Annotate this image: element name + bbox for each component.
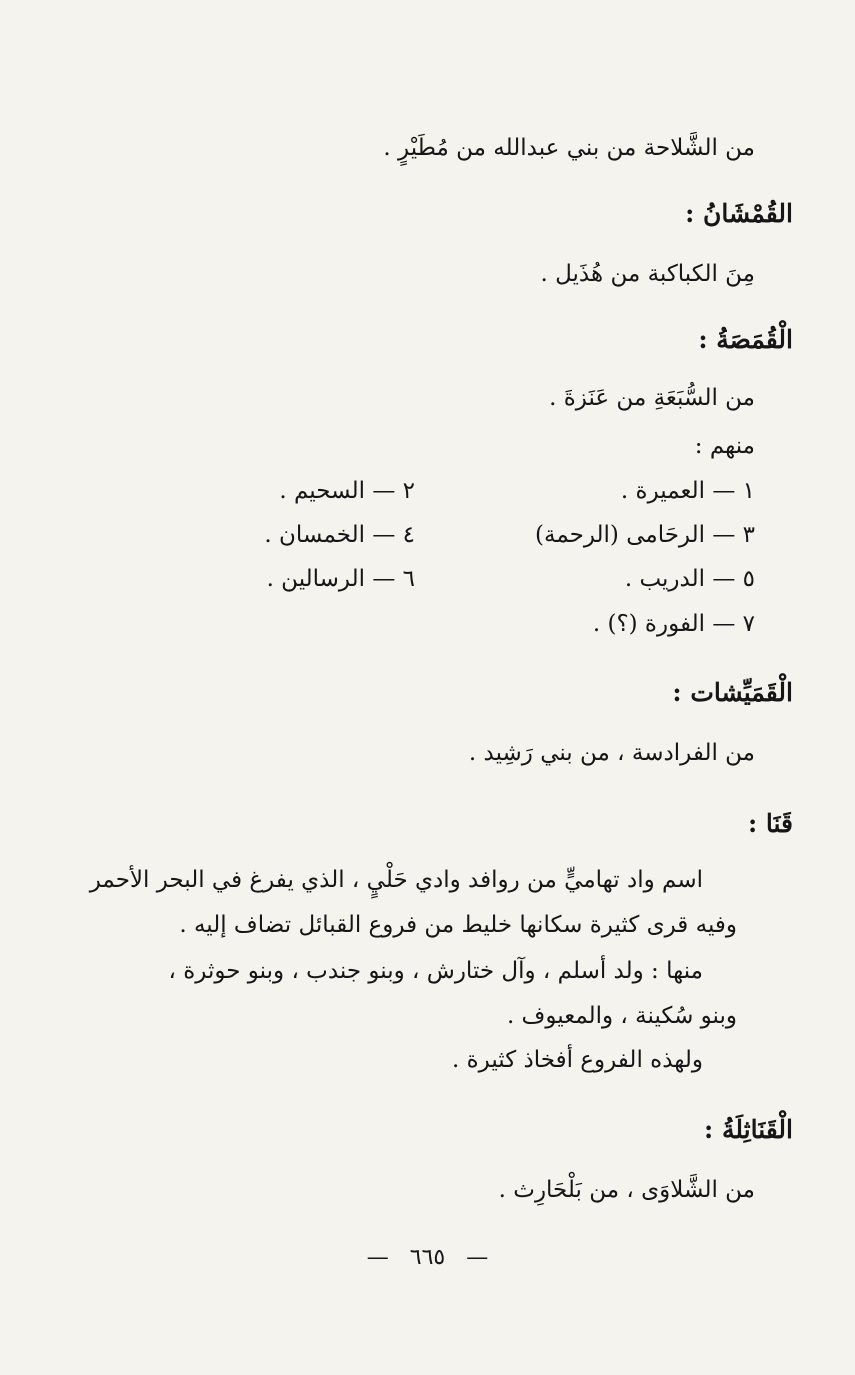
- entry-line: مِنَ الكباكبة من هُذَيل .: [540, 261, 755, 287]
- list-text: الفورة (؟) .: [592, 611, 706, 637]
- entry-line: وبنو سُكينة ، والمعيوف .: [506, 1003, 737, 1029]
- list-item: [535, 518, 755, 552]
- entry-line: منها : ولد أسلم ، وآل ختارش ، وبنو جندب ، وبنو حوثرة ،: [168, 958, 703, 984]
- entry-heading: الْقَمَيِّشات :: [672, 678, 793, 707]
- list-item: [264, 518, 415, 552]
- entry-heading: الْقَنَاثِلَةُ :: [704, 1115, 793, 1144]
- list-item: [621, 474, 755, 508]
- entry-line: من السُّبَعَةِ من عَنَزةَ .: [549, 385, 755, 411]
- list-dash: —: [712, 566, 736, 592]
- list-text: العميرة .: [620, 478, 706, 504]
- entry-line: اسم واد تهاميٍّ من روافد وادي حَلْيٍ ، الذي يفرغ في البحر الأحمر: [89, 867, 703, 893]
- list-item: [267, 562, 415, 596]
- list-dash: —: [372, 478, 396, 504]
- page-number: [0, 1243, 855, 1273]
- list-item: [279, 474, 415, 508]
- list-number: ٦: [402, 566, 415, 592]
- entry-line: منهم :: [694, 433, 755, 459]
- entry-line: ولهذه الفروع أفخاذ كثيرة .: [451, 1047, 703, 1073]
- entry-line: من الشَّلاحة من بني عبدالله من مُطَيْرٍ .: [383, 135, 755, 161]
- list-item: [593, 607, 755, 641]
- entry-line: وفيه قرى كثيرة سكانها خليط من فروع القبائل تضاف إليه .: [179, 912, 737, 938]
- list-text: الرسالين .: [266, 566, 366, 592]
- entry-heading: الْقُمَصَةُ :: [698, 325, 793, 354]
- list-number: ٥: [742, 566, 755, 592]
- list-dash: —: [372, 566, 396, 592]
- list-text: الدريب .: [624, 566, 706, 592]
- list-text: الرحَامى (الرحمة): [535, 522, 706, 548]
- list-text: الخمسان .: [264, 522, 366, 548]
- page-number-dash: —: [366, 1245, 389, 1270]
- list-number: ٤: [402, 522, 415, 548]
- entry-heading: قَنَا :: [747, 809, 793, 838]
- list-dash: —: [712, 522, 736, 548]
- list-dash: —: [712, 611, 736, 637]
- entry-line: من الشَّلاوَى ، من بَلْحَارِث .: [498, 1177, 755, 1203]
- entry-line: من الفرادسة ، من بني رَشِيد .: [468, 740, 755, 766]
- page-number-dash: —: [466, 1245, 489, 1270]
- list-number: ٢: [402, 478, 415, 504]
- list-item: [625, 562, 755, 596]
- list-dash: —: [712, 478, 736, 504]
- list-dash: —: [372, 522, 396, 548]
- list-number: ١: [742, 478, 755, 504]
- page-number-value: ٦٦٥: [409, 1245, 446, 1270]
- list-number: ٧: [742, 611, 755, 637]
- entry-heading: القُمْشَانُ :: [685, 199, 793, 228]
- list-number: ٣: [742, 522, 755, 548]
- list-text: السحيم .: [279, 478, 366, 504]
